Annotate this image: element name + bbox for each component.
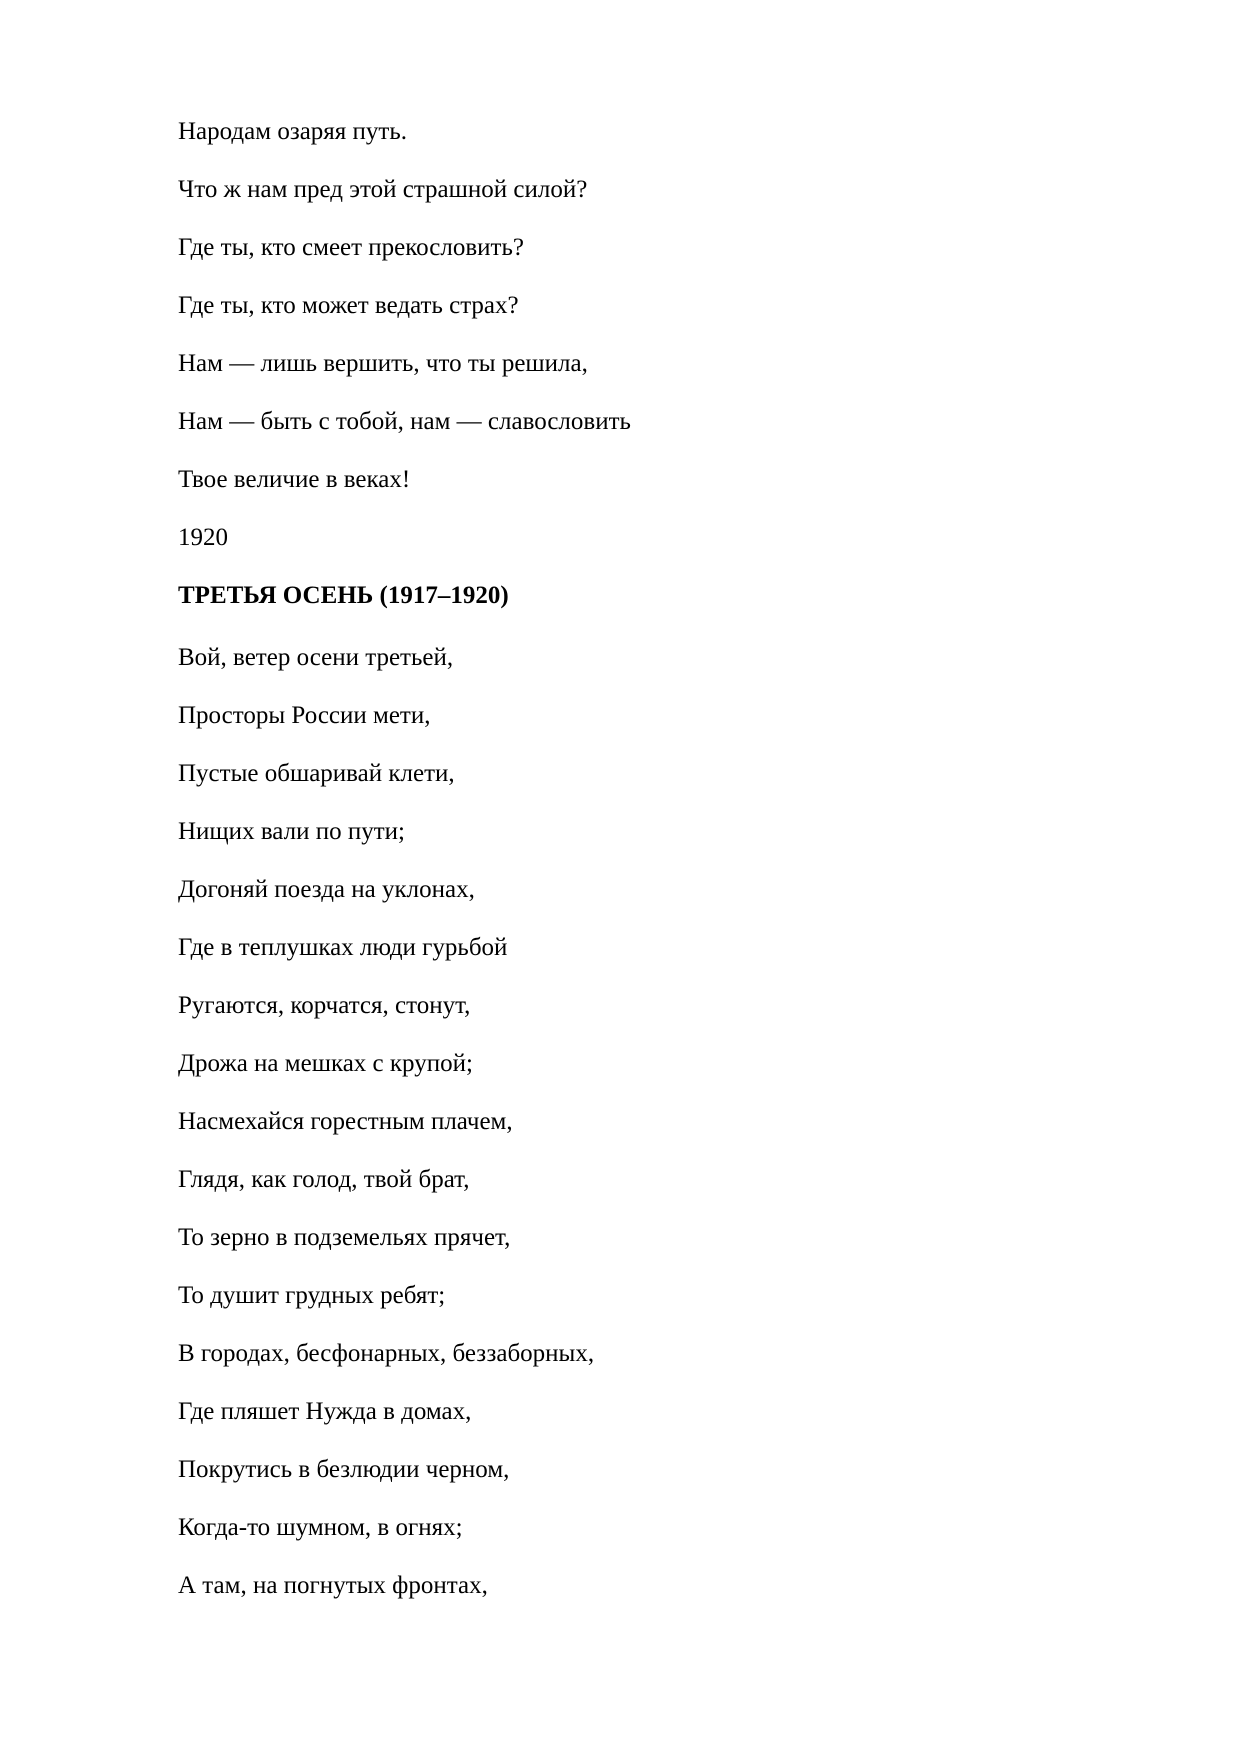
poem-line: Народам озаряя путь.	[178, 118, 407, 145]
poem-line: То душит грудных ребят;	[178, 1282, 446, 1309]
poem-line: Покрутись в безлюдии черном,	[178, 1456, 510, 1483]
poem-line: Нищих вали по пути;	[178, 818, 405, 845]
poem-title: ТРЕТЬЯ ОСЕНЬ (1917–1920)	[178, 582, 509, 609]
poem-line: Что ж нам пред этой страшной силой?	[178, 176, 588, 203]
poem-line: Догоняй поезда на уклонах,	[178, 876, 475, 903]
poem-line: Где пляшет Нужда в домах,	[178, 1398, 472, 1425]
poem-line: Насмехайся горестным плачем,	[178, 1108, 513, 1135]
poem-line: Когда-то шумном, в огнях;	[178, 1514, 463, 1541]
poem-line: В городах, бесфонарных, беззаборных,	[178, 1340, 595, 1367]
poem-line: А там, на погнутых фронтах,	[178, 1572, 488, 1599]
poem-line: Нам — быть с тобой, нам — славословить	[178, 408, 631, 435]
poem-line: Ругаются, корчатся, стонут,	[178, 992, 471, 1019]
poem-line: Нам — лишь вершить, что ты решила,	[178, 350, 588, 377]
poem-line: Просторы России мети,	[178, 702, 431, 729]
poem-line: Где ты, кто может ведать страх?	[178, 292, 519, 319]
poem-line: То зерно в подземельях прячет,	[178, 1224, 511, 1251]
poem-line: Глядя, как голод, твой брат,	[178, 1166, 470, 1193]
poem-line: Дрожа на мешках с крупой;	[178, 1050, 473, 1077]
poem-line: Твое величие в веках!	[178, 466, 411, 493]
poem-line: Где ты, кто смеет прекословить?	[178, 234, 524, 261]
poem-line: Пустые обшаривай клети,	[178, 760, 455, 787]
poem-line: Вой, ветер осени третьей,	[178, 644, 454, 671]
poem-line: Где в теплушках люди гурьбой	[178, 934, 508, 961]
poem-year: 1920	[178, 524, 228, 551]
